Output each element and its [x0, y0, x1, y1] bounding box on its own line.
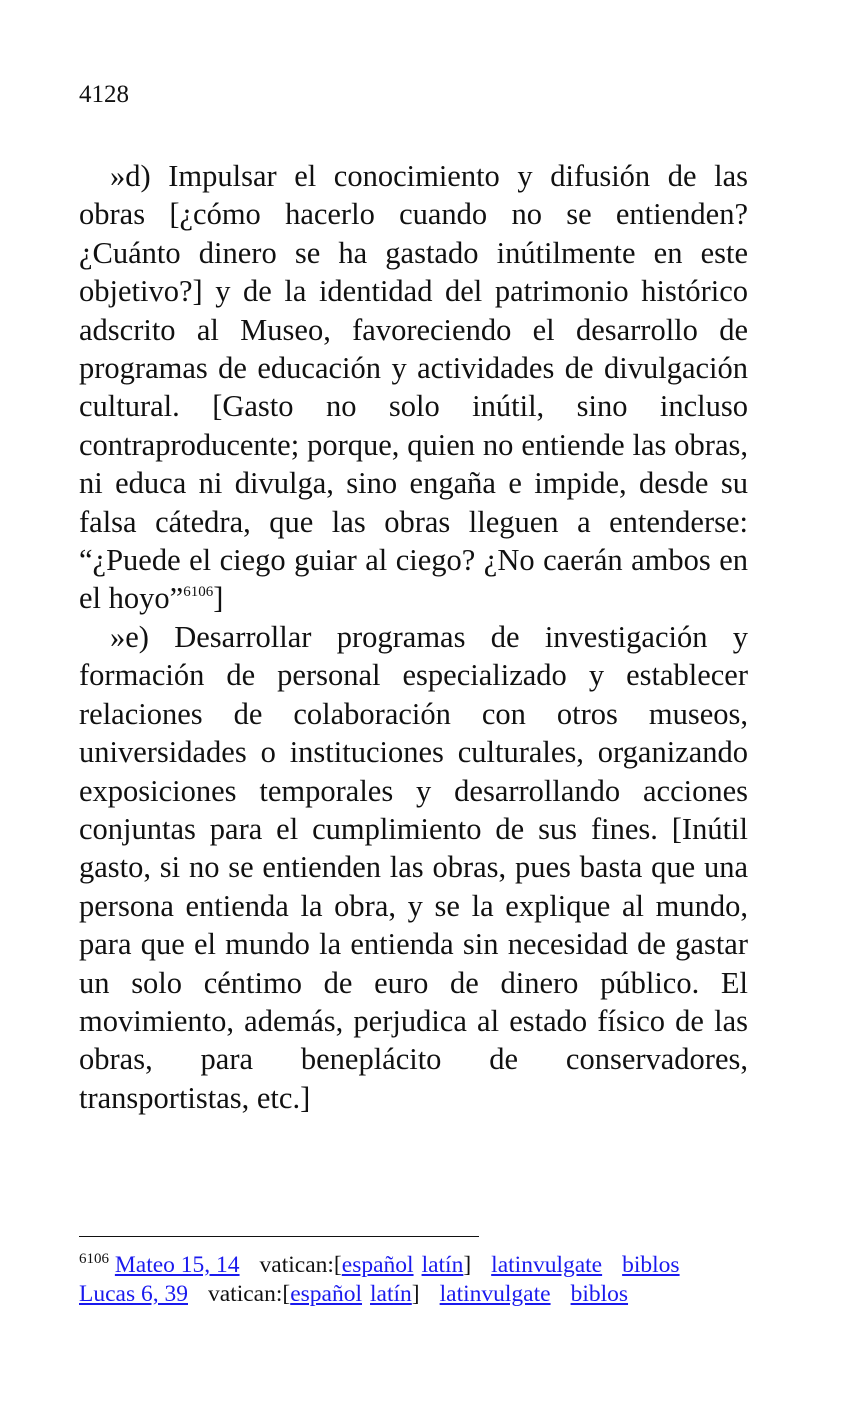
footnotes [79, 1251, 779, 1309]
link-biblos[interactable]: biblos [570, 1281, 629, 1307]
vatican-label: vatican:[ [208, 1281, 291, 1307]
citation-link-mateo[interactable]: Mateo 15, 14 [114, 1252, 240, 1278]
citation-link-lucas[interactable]: Lucas 6, 39 [79, 1281, 188, 1307]
page-number: 4128 [79, 81, 129, 108]
paragraph-d-tail: ] [213, 581, 224, 616]
footnote-divider [79, 1236, 479, 1237]
footnote-reference[interactable]: 6106 [183, 584, 214, 601]
paragraph-e: »e) Desarrollar programas de investigación y formación de personal especializado y establecer relaciones de colaboración con otros museos, universidades o instituciones culturales, organizando exposiciones temporales y desarrollando acciones conjuntas para el cumplimiento de sus fines. [Inútil gasto, si no se entienden las obras, pues basta que una persona entienda la obra, y se la explique al mundo, para que el mundo la entienda sin necesidad de gastar un solo céntimo de euro de dinero público. El movimiento, además, perjudica al estado físico de las obras, para beneplácito de conservadores, transportistas, etc.] [79, 619, 748, 1115]
link-latin[interactable]: latín [421, 1252, 464, 1278]
vatican-label: vatican:[ [259, 1252, 342, 1278]
paragraph-d-text: »d) Impulsar el conocimiento y difusión de las obras [¿cómo hacerlo cuando no se entienden? ¿Cuánto dinero se ha gastado inútilmente en este objetivo?] y de la identidad del patrimonio histórico adscrito al Museo, favoreciendo el desarrollo de programas de educación y actividades de divulgación cultural. [Gasto no solo inútil, sino incluso contraproducente; porque, quien no entiende las obras, ni educa ni divulga, sino engaña e impide, desde su falsa cátedra, que las obras lleguen a entenderse: “¿Puede el ciego guiar al ciego? ¿No caerán ambos en el hoyo” [79, 159, 748, 616]
bracket-close: ] [463, 1252, 472, 1278]
link-espanol[interactable]: español [290, 1281, 363, 1307]
bracket-close: ] [411, 1281, 420, 1307]
body-text [79, 157, 748, 1117]
link-latin[interactable]: latín [370, 1281, 412, 1307]
footnote-number: 6106 [79, 1251, 109, 1267]
link-biblos[interactable]: biblos [622, 1252, 680, 1278]
footnote-line-1 [79, 1251, 779, 1280]
link-latinvulgate[interactable]: latinvulgate [439, 1281, 551, 1307]
footnote-line-2 [79, 1280, 779, 1309]
paragraph-d [79, 157, 748, 618]
link-latinvulgate[interactable]: latinvulgate [491, 1252, 603, 1278]
link-espanol[interactable]: español [341, 1252, 414, 1278]
